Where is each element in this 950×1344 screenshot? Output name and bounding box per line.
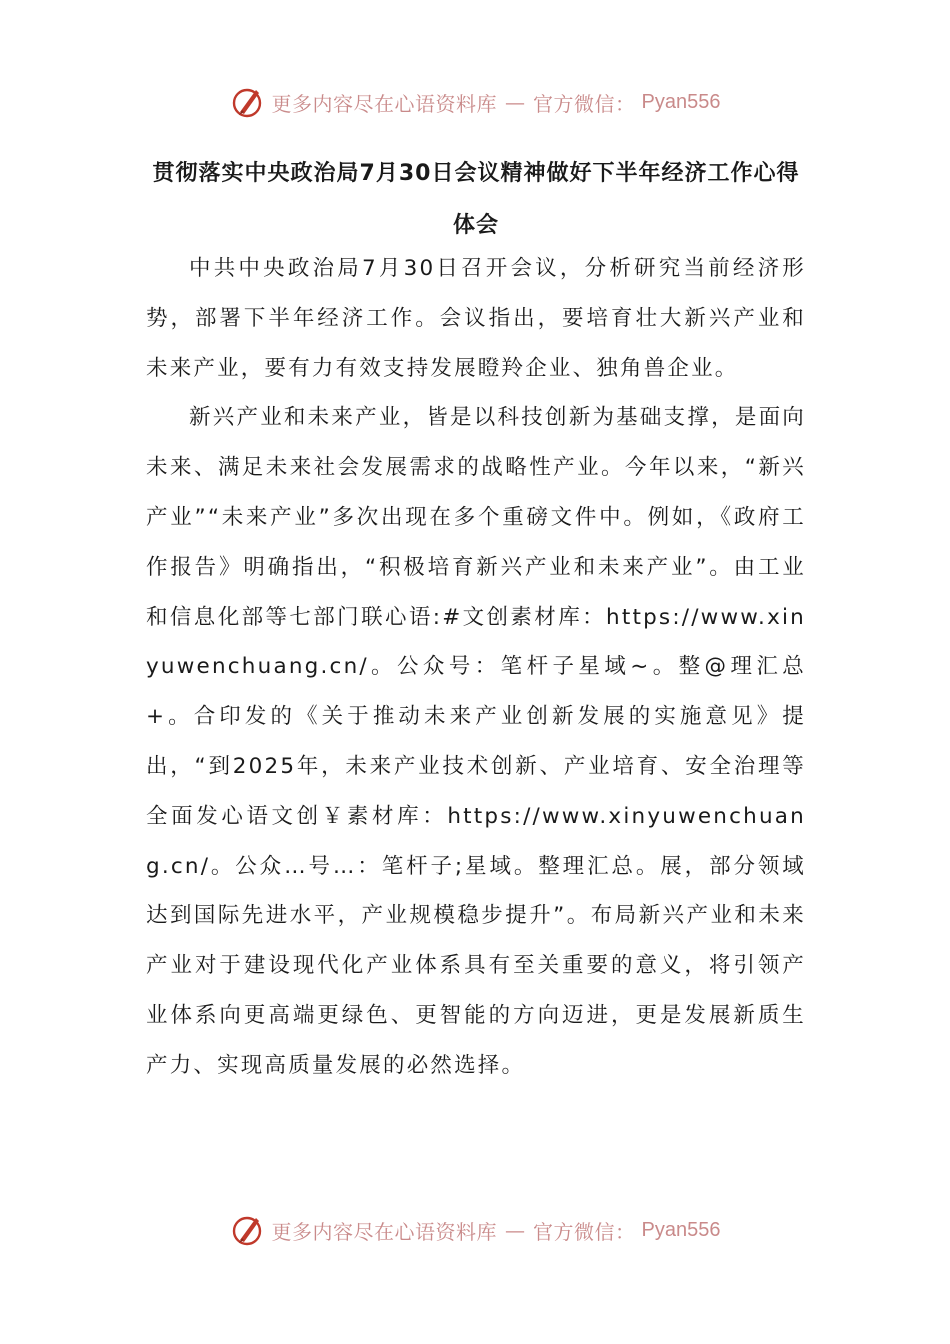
footer-official-label: 官方微信：	[533, 1219, 636, 1244]
quill-pen-logo-icon	[230, 1212, 266, 1248]
header-account: Pyan556	[641, 90, 721, 113]
footer-banner	[0, 1210, 950, 1250]
footer-banner-dash: —	[505, 1218, 526, 1242]
document-body	[146, 244, 806, 1091]
header-banner	[0, 82, 950, 122]
paragraph-1: 中共中央政治局7月30日召开会议，分析研究当前经济形势，部署下半年经济工作。会议指出，要培育壮大新兴产业和未来产业，要有力有效支持发展瞪羚企业、独角兽企业。	[146, 256, 806, 381]
quill-pen-logo-icon	[230, 84, 266, 120]
footer-account: Pyan556	[641, 1218, 721, 1241]
header-banner-dash: —	[505, 90, 526, 114]
footer-banner-text: 更多内容尽在心语资料库	[271, 1219, 498, 1244]
header-official-label: 官方微信：	[533, 91, 636, 116]
document-title: 贯彻落实中央政治局7月30日会议精神做好下半年经济工作心得体会	[152, 161, 800, 238]
header-banner-text: 更多内容尽在心语资料库	[271, 91, 498, 116]
paragraph-2: 新兴产业和未来产业，皆是以科技创新为基础支撑，是面向未来、满足未来社会发展需求的战略性产业。今年以来，“新兴产业”“未来产业”多次出现在多个重磅文件中。例如，《政府工作报告》明确指出，“积极培育新兴产业和未来产业”。由工业和信息化部等七部门联心语:#文创素材库：https://www.xinyuwenchuang.cn/。公众号：笔杆子星域~。整@理汇总+。合印发的《关于推动未来产业创新发展的实施意见》提出，“到2025年，未来产业技术创新、产业培育、安全治理等全面发心语文创￥素材库：https://www.xinyuwenchuang.cn/。公众…号…：笔杆子;星域。整理汇总。展，部分领域达到国际先进水平，产业规模稳步提升”。布局新兴产业和未来产业对于建设现代化产业体系具有至关重要的意义，将引领产业体系向更高端更绿色、更智能的方向迈进，更是发展新质生产力、实现高质量发展的必然选择。	[146, 405, 806, 1078]
